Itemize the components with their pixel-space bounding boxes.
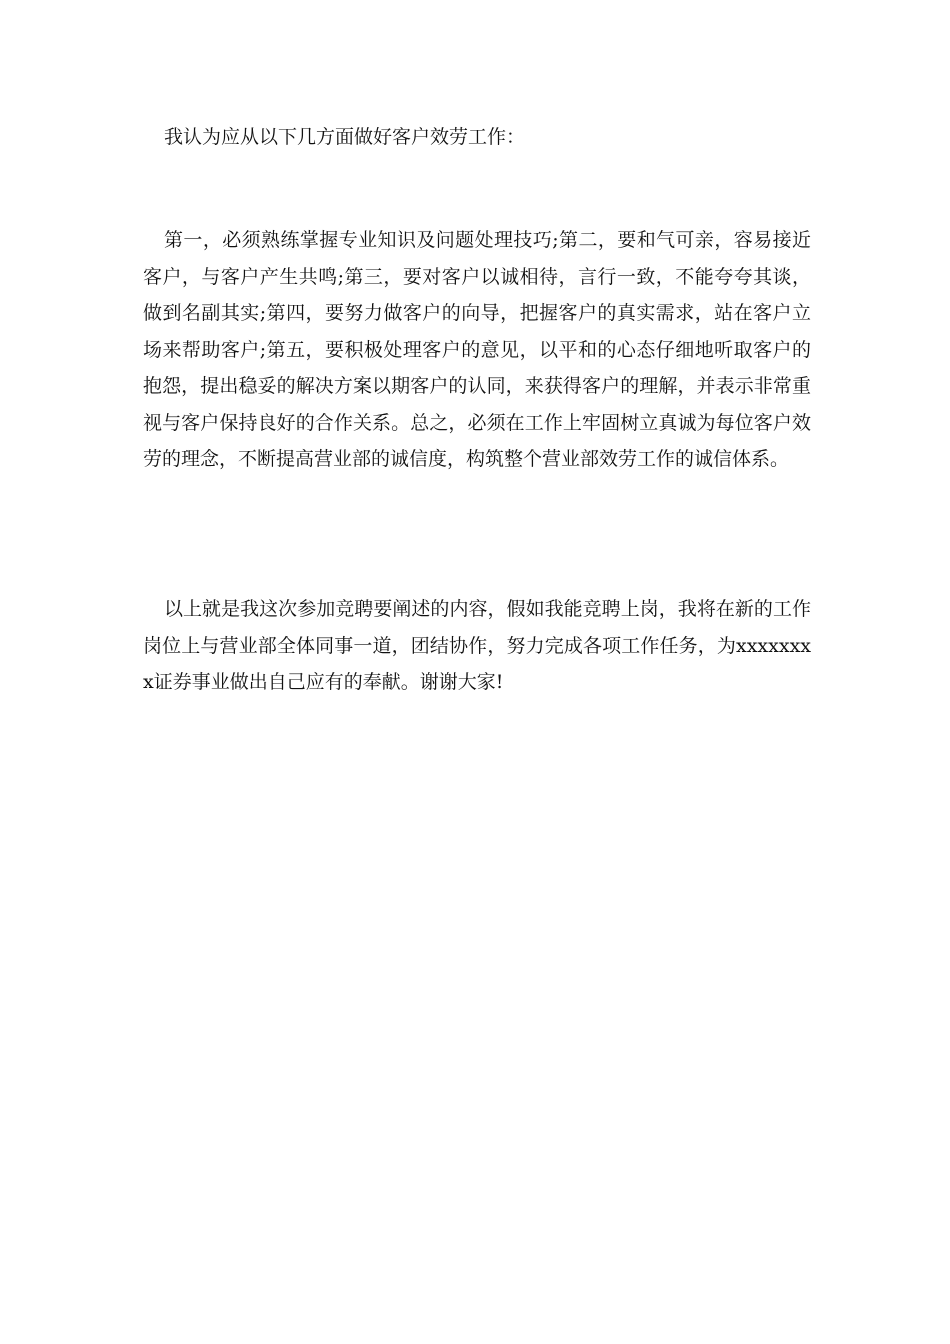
paragraph-intro: 我认为应从以下几方面做好客户效劳工作： — [164, 126, 526, 148]
paragraph-service-points: 第一，必须熟练掌握专业知识及问题处理技巧;第二，要和气可亲，容易接近客户，与客户产生共鸣;第三，要对客户以诚相待，言行一致，不能夸夸其谈，做到名副其实;第四，要努力做客户的向导，把握客户的真实需求，站在客户立场来帮助客户;第五，要积极处理客户的意见，以平和的心态仔细地听取客户的抱怨，提出稳妥的解决方案以期客户的认同，来获得客户的理解，并表示非常重视与客户保持良好的合作关系。总之，必须在工作上牢固树立真诚为每位客户效劳的理念，不断提高营业部的诚信度，构筑整个营业部效劳工作的诚信体系。 — [143, 229, 811, 470]
paragraph-closing: 以上就是我这次参加竞聘要阐述的内容，假如我能竞聘上岗，我将在新的工作岗位上与营业部全体同事一道，团结协作，努力完成各项工作任务，为xxxxxxxx证券事业做出自己应有的奉献。谢谢大家! — [143, 598, 811, 693]
